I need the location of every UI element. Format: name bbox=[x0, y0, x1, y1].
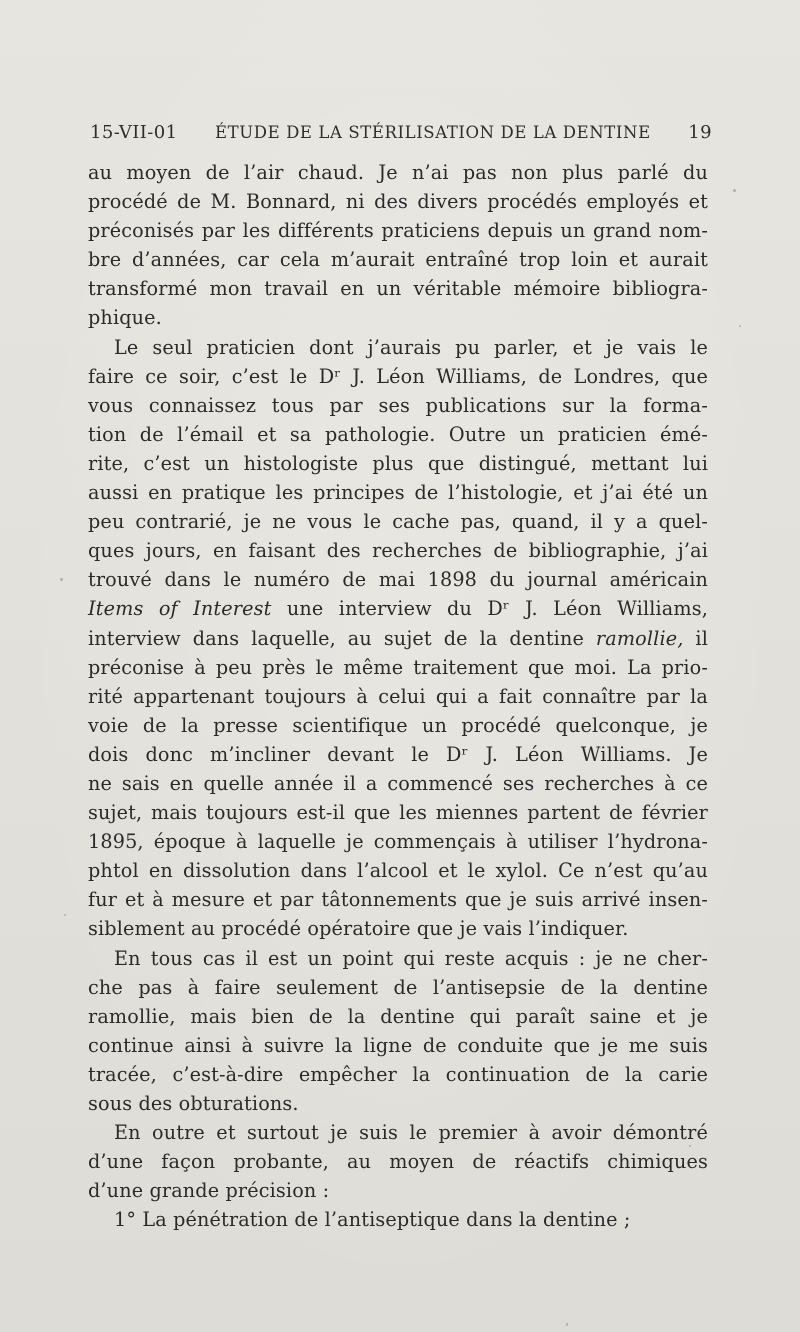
header-title: ÉTUDE DE LA STÉRILISATION DE LA DENTINE bbox=[215, 123, 651, 142]
text-line: trouvé dans le numéro de mai 1898 du journal américain bbox=[88, 568, 708, 592]
text-line: che pas à faire seulement de l’antisepsie de la dentine bbox=[88, 975, 708, 999]
text-line: 1895, époque à laquelle je commençais à utiliser l’hydrona- bbox=[88, 830, 708, 854]
text-fragment: une interview du Dʳ J. Léon Williams, bbox=[286, 597, 708, 621]
text-fragment: il bbox=[683, 626, 708, 650]
text-line: aussi en pratique les principes de l’histologie, et j’ai été un bbox=[88, 481, 708, 505]
paragraph-start: Le seul praticien dont j’aurais pu parler, et je vais le bbox=[114, 335, 708, 359]
paragraph-start: En outre et surtout je suis le premier à avoir démontré bbox=[114, 1121, 708, 1145]
paper-speck bbox=[64, 914, 66, 916]
text-line: vous connaissez tous par ses publications sur la forma- bbox=[88, 393, 708, 417]
text-line: dois donc m’incliner devant le Dʳ J. Léon Williams. Je bbox=[88, 742, 708, 766]
text-line: continue ainsi à suivre la ligne de conduite que je me suis bbox=[88, 1033, 708, 1057]
text-line: ques jours, en faisant des recherches de bibliographie, j’ai bbox=[88, 539, 708, 563]
paragraph-start: En tous cas il est un point qui reste acquis : je ne cher- bbox=[114, 946, 708, 970]
text-line: peu contrarié, je ne vous le cache pas, quand, il y a quel- bbox=[88, 510, 708, 534]
text-line bbox=[88, 624, 708, 653]
text-line: phtol en dissolution dans l’alcool et le xylol. Ce n’est qu’au bbox=[88, 859, 708, 883]
list-item: 1° La pénétration de l’antiseptique dans la dentine ; bbox=[114, 1208, 631, 1232]
text-line: ramollie, mais bien de la dentine qui paraît saine et je bbox=[88, 1004, 708, 1028]
text-line: préconisés par les différents praticiens depuis un grand nom- bbox=[88, 219, 708, 243]
text-line: rite, c’est un histologiste plus que distingué, mettant lui bbox=[88, 451, 708, 475]
text-line: faire ce soir, c’est le Dʳ J. Léon Williams, de Londres, que bbox=[88, 364, 708, 388]
journal-title: Items of Interest bbox=[88, 597, 272, 621]
text-line: bre d’années, car cela m’aurait entraîné trop loin et aurait bbox=[88, 248, 708, 272]
page-number: 19 bbox=[688, 122, 712, 143]
header-date: 15-VII-01 bbox=[90, 122, 178, 143]
emphasis-ramollie: ramollie, bbox=[595, 626, 684, 650]
text-fragment: interview dans laquelle, au sujet de la dentine bbox=[88, 626, 584, 650]
paper-speck bbox=[733, 189, 736, 192]
text-line: au moyen de l’air chaud. Je n’ai pas non plus parlé du bbox=[88, 161, 708, 184]
text-line: transformé mon travail en un véritable mémoire bibliogra- bbox=[88, 277, 708, 301]
paper-speck bbox=[739, 325, 741, 327]
text-line: ne sais en quelle année il a commencé ses recherches à ce bbox=[88, 771, 708, 795]
text-line: préconise à peu près le même traitement que moi. La prio- bbox=[88, 655, 708, 679]
text-line: sujet, mais toujours est-il que les miennes partent de février bbox=[88, 801, 708, 825]
paper-speck bbox=[60, 578, 63, 581]
text-line bbox=[88, 594, 708, 623]
text-line: fur et à mesure et par tâtonnements que je suis arrivé insen- bbox=[88, 888, 708, 912]
body-text bbox=[88, 158, 708, 1234]
text-line: voie de la presse scientifique un procédé quelconque, je bbox=[88, 713, 708, 737]
paper-speck bbox=[689, 1145, 691, 1147]
text-line: phique. bbox=[88, 306, 162, 330]
text-line: sous des obturations. bbox=[88, 1092, 299, 1115]
text-line: tracée, c’est-à-dire empêcher la continuation de la carie bbox=[88, 1062, 708, 1086]
text-line: procédé de M. Bonnard, ni des divers procédés employés et bbox=[88, 190, 708, 214]
text-line: tion de l’émail et sa pathologie. Outre un praticien émé- bbox=[88, 422, 708, 446]
text-line: rité appartenant toujours à celui qui a fait connaître par la bbox=[88, 684, 708, 708]
text-line: d’une grande précision : bbox=[88, 1179, 330, 1203]
paper-speck bbox=[566, 1323, 568, 1326]
text-line: siblement au procédé opératoire que je vais l’indiquer. bbox=[88, 917, 629, 941]
running-head bbox=[90, 122, 712, 152]
text-line: d’une façon probante, au moyen de réactifs chimiques bbox=[88, 1150, 708, 1174]
